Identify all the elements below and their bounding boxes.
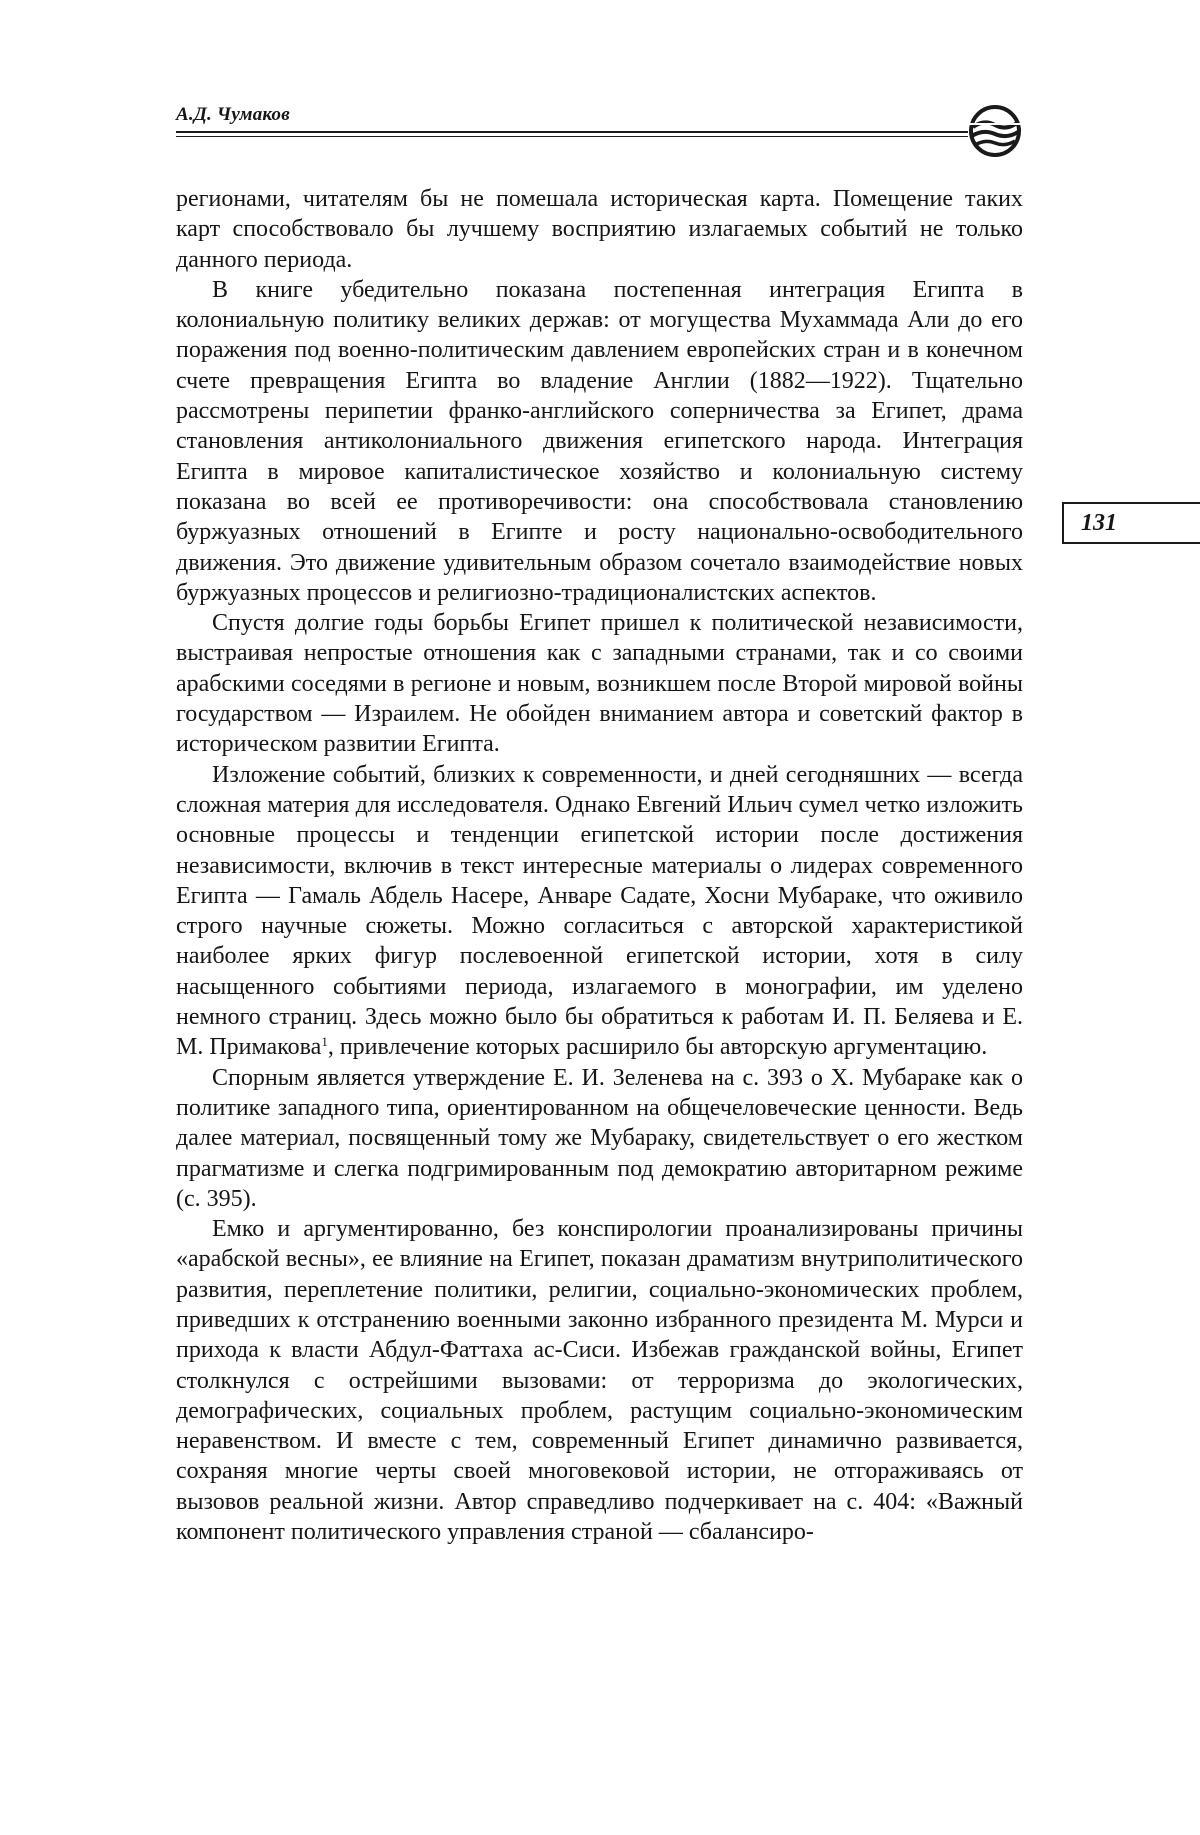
running-header-author: А.Д. Чумаков: [176, 104, 290, 125]
header-rule-thick: [176, 131, 968, 133]
header-rule-thin: [176, 136, 968, 137]
paragraph-3: Спустя долгие годы борьбы Египет пришел к политической независимости, выстраивая непростые отношения как с западными странами, так и со своими арабскими соседями в регионе и новым, возникшем после Второй мировой войны государством — Израилем. Не обойден вниманием автора и советский фактор в историческом развитии Египта.: [176, 610, 1023, 758]
paragraph-4-text-a: Изложение событий, близких к современности, и дней сегодняшних — всегда сложная материя для исследователя. Однако Евгений Ильич сумел четко изложить основные процессы и тенденции египетской истории после достижения независимости, включив в текст интересные материалы о лидерах современного Египта — Гамаль Абдель Насере, Анваре Садате, Хосни Мубараке, что оживило строго научные сюжеты. Можно согласиться с авторской характеристикой наиболее ярких фигур послевоенной египетской истории, хотя в силу насыщенного событиями периода, излагаемого в монографии, им уделено немного страниц. Здесь можно было бы обратиться к работам И. П. Беляева и Е. М. Примакова: [176, 761, 1023, 1061]
footnote-marker: 1: [321, 1034, 328, 1050]
paragraph-5: Спорным является утверждение Е. И. Зеленева на с. 393 о Х. Мубараке как о политике западного типа, ориентированном на общечеловеческие ценности. Ведь далее материал, посвященный тому же Мубараку, свидетельствует о его жестком прагматизме и слегка подгримированным под демократию авторитарном режиме (с. 395).: [176, 1064, 1023, 1212]
paragraph-4: [176, 760, 1023, 1063]
running-header: [176, 100, 1020, 160]
paragraph-6: Емко и аргументированно, без конспирологии проанализированы причины «арабской весны», ее влияние на Египет, показан драматизм внутриполитического развития, переплетение политики, религии, социально-экономических проблем, приведших к отстранению военными законно избранного президента М. Мурси и прихода к власти Абдул-Фаттаха ас-Сиси. Избежав гражданской войны, Египет столкнулся с острейшими вызовами: от терроризма до экологических, демографических, социальных проблем, растущим социально-экономическим неравенством. И вместе с тем, современный Египет динамично развивается, сохраняя многие черты своей многовековой истории, не отгораживаясь от вызовов реальной жизни. Автор справедливо подчеркивает на с. 404: «Важный компонент политического управления страной — сбалансиро-: [176, 1216, 1023, 1546]
wave-globe-logo-icon: [968, 103, 1022, 159]
paragraph-4-text-b: , привлечение которых расширило бы авторскую аргументацию.: [327, 1034, 988, 1061]
paragraph-1: регионами, читателям бы не помешала историческая карта. Помещение таких карт способствовало бы лучшему восприятию излагаемых событий не только данного периода.: [176, 186, 1023, 273]
paragraph-2: В книге убедительно показана постепенная интеграция Египта в колониальную политику великих держав: от могущества Мухаммада Али до его поражения под военно-политическим давлением европейских стран и в конечном счете превращения Египта во владение Англии (1882—1922). Тщательно рассмотрены перипетии франко-английского соперничества за Египет, драма становления антиколониального движения египетского народа. Интеграция Египта в мировое капиталистическое хозяйство и колониальную систему показана во всей ее противоречивости: она способствовала становлению буржуазных отношений в Египте и росту национально-освободительного движения. Это движение удивительным образом сочетало взаимодействие новых буржуазных процессов и религиозно-традиционалистских аспектов.: [176, 276, 1023, 606]
page-number: 131: [1062, 502, 1200, 544]
body-text: [176, 184, 1023, 1547]
